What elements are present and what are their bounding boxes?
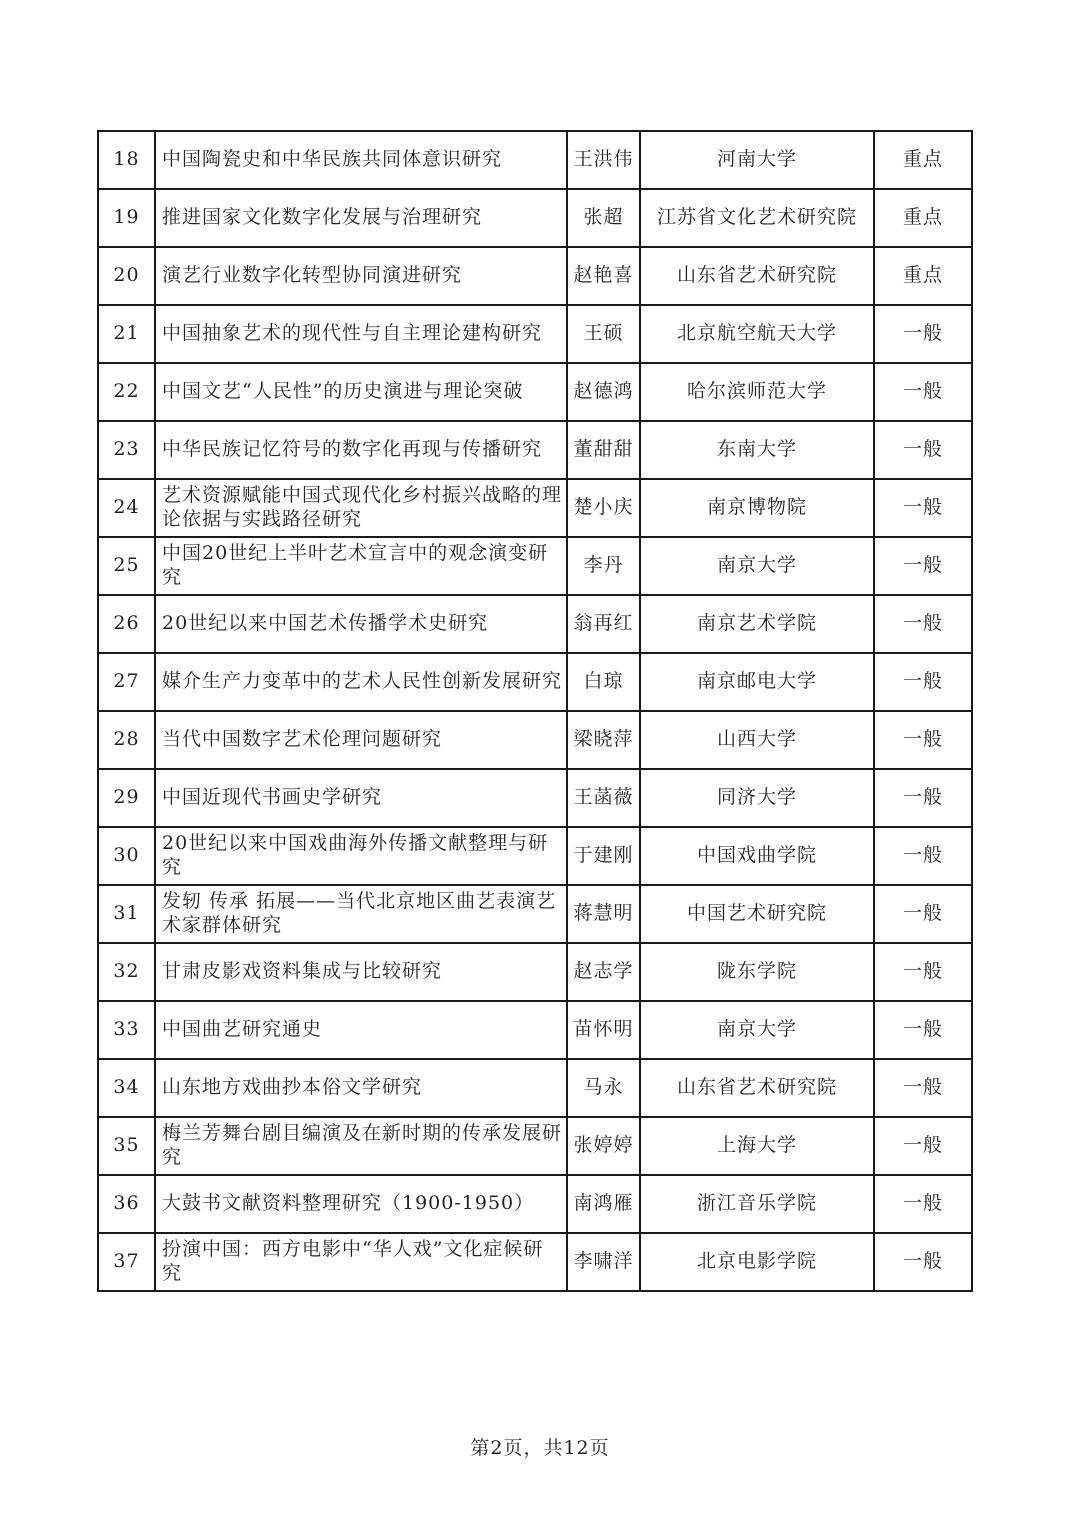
institution-cell: 南京邮电大学 (640, 653, 874, 711)
project-type-cell: 一般 (874, 943, 972, 1001)
principal-name-cell: 赵志学 (567, 943, 640, 1001)
project-title-cell: 20世纪以来中国艺术传播学术史研究 (155, 595, 567, 653)
project-type-cell: 一般 (874, 537, 972, 595)
institution-cell: 山东省艺术研究院 (640, 1059, 874, 1117)
project-type-cell: 一般 (874, 305, 972, 363)
principal-name-cell: 李丹 (567, 537, 640, 595)
project-title-cell: 扮演中国：西方电影中“华人戏”文化症候研究 (155, 1233, 567, 1291)
principal-name-cell: 南鸿雁 (567, 1175, 640, 1233)
project-type-cell: 一般 (874, 363, 972, 421)
row-number-cell: 33 (98, 1001, 155, 1059)
table-row (98, 479, 972, 537)
project-title-cell: 艺术资源赋能中国式现代化乡村振兴战略的理论依据与实践路径研究 (155, 479, 567, 537)
institution-cell: 南京大学 (640, 537, 874, 595)
institution-cell: 浙江音乐学院 (640, 1175, 874, 1233)
project-type-cell: 一般 (874, 421, 972, 479)
row-number-cell: 37 (98, 1233, 155, 1291)
project-type-cell: 一般 (874, 1175, 972, 1233)
table-row (98, 537, 972, 595)
principal-name-cell: 王洪伟 (567, 131, 640, 189)
table-row (98, 653, 972, 711)
table-row (98, 885, 972, 943)
institution-cell: 江苏省文化艺术研究院 (640, 189, 874, 247)
project-type-cell: 一般 (874, 653, 972, 711)
institution-cell: 南京博物院 (640, 479, 874, 537)
project-title-cell: 大鼓书文献资料整理研究（1900-1950） (155, 1175, 567, 1233)
project-type-cell: 一般 (874, 1059, 972, 1117)
principal-name-cell: 蒋慧明 (567, 885, 640, 943)
project-type-cell: 一般 (874, 1233, 972, 1291)
table-row (98, 1001, 972, 1059)
project-type-cell: 一般 (874, 595, 972, 653)
row-number-cell: 22 (98, 363, 155, 421)
row-number-cell: 34 (98, 1059, 155, 1117)
row-number-cell: 19 (98, 189, 155, 247)
table-row (98, 595, 972, 653)
institution-cell: 同济大学 (640, 769, 874, 827)
institution-cell: 山东省艺术研究院 (640, 247, 874, 305)
principal-name-cell: 赵艳喜 (567, 247, 640, 305)
principal-name-cell: 王硕 (567, 305, 640, 363)
project-type-cell: 一般 (874, 1117, 972, 1175)
table-row (98, 247, 972, 305)
principal-name-cell: 梁晓萍 (567, 711, 640, 769)
principal-name-cell: 张超 (567, 189, 640, 247)
institution-cell: 北京电影学院 (640, 1233, 874, 1291)
institution-cell: 中国艺术研究院 (640, 885, 874, 943)
table-row (98, 943, 972, 1001)
row-number-cell: 29 (98, 769, 155, 827)
project-type-cell: 一般 (874, 827, 972, 885)
row-number-cell: 28 (98, 711, 155, 769)
table-row (98, 769, 972, 827)
table-row (98, 421, 972, 479)
table-row (98, 363, 972, 421)
project-type-cell: 重点 (874, 131, 972, 189)
row-number-cell: 27 (98, 653, 155, 711)
project-title-cell: 中国抽象艺术的现代性与自主理论建构研究 (155, 305, 567, 363)
row-number-cell: 32 (98, 943, 155, 1001)
project-title-cell: 中国曲艺研究通史 (155, 1001, 567, 1059)
project-type-cell: 一般 (874, 1001, 972, 1059)
principal-name-cell: 于建刚 (567, 827, 640, 885)
institution-cell: 北京航空航天大学 (640, 305, 874, 363)
project-type-cell: 一般 (874, 479, 972, 537)
project-title-cell: 甘肃皮影戏资料集成与比较研究 (155, 943, 567, 1001)
row-number-cell: 36 (98, 1175, 155, 1233)
row-number-cell: 35 (98, 1117, 155, 1175)
table-row (98, 1059, 972, 1117)
project-type-cell: 重点 (874, 247, 972, 305)
row-number-cell: 18 (98, 131, 155, 189)
project-title-cell: 媒介生产力变革中的艺术人民性创新发展研究 (155, 653, 567, 711)
institution-cell: 东南大学 (640, 421, 874, 479)
principal-name-cell: 翁再红 (567, 595, 640, 653)
project-type-cell: 一般 (874, 885, 972, 943)
principal-name-cell: 张婷婷 (567, 1117, 640, 1175)
project-title-cell: 发轫 传承 拓展——当代北京地区曲艺表演艺术家群体研究 (155, 885, 567, 943)
project-type-cell: 一般 (874, 769, 972, 827)
principal-name-cell: 王菡薇 (567, 769, 640, 827)
row-number-cell: 21 (98, 305, 155, 363)
institution-cell: 中国戏曲学院 (640, 827, 874, 885)
project-title-cell: 中国文艺“人民性”的历史演进与理论突破 (155, 363, 567, 421)
page-footer: 第2页，共12页 (470, 1437, 610, 1459)
project-title-cell: 中国陶瓷史和中华民族共同体意识研究 (155, 131, 567, 189)
project-table-body (98, 131, 972, 1291)
project-title-cell: 中国20世纪上半叶艺术宣言中的观念演变研究 (155, 537, 567, 595)
project-title-cell: 20世纪以来中国戏曲海外传播文献整理与研究 (155, 827, 567, 885)
table-row (98, 827, 972, 885)
institution-cell: 陇东学院 (640, 943, 874, 1001)
principal-name-cell: 马永 (567, 1059, 640, 1117)
row-number-cell: 20 (98, 247, 155, 305)
row-number-cell: 30 (98, 827, 155, 885)
institution-cell: 上海大学 (640, 1117, 874, 1175)
principal-name-cell: 赵德鸿 (567, 363, 640, 421)
project-title-cell: 梅兰芳舞台剧目编演及在新时期的传承发展研究 (155, 1117, 567, 1175)
row-number-cell: 24 (98, 479, 155, 537)
principal-name-cell: 苗怀明 (567, 1001, 640, 1059)
institution-cell: 哈尔滨师范大学 (640, 363, 874, 421)
row-number-cell: 23 (98, 421, 155, 479)
table-row (98, 1175, 972, 1233)
row-number-cell: 31 (98, 885, 155, 943)
project-title-cell: 中国近现代书画史学研究 (155, 769, 567, 827)
table-row (98, 711, 972, 769)
project-title-cell: 当代中国数字艺术伦理问题研究 (155, 711, 567, 769)
table-row (98, 1117, 972, 1175)
project-type-cell: 一般 (874, 711, 972, 769)
project-title-cell: 推进国家文化数字化发展与治理研究 (155, 189, 567, 247)
row-number-cell: 26 (98, 595, 155, 653)
institution-cell: 南京艺术学院 (640, 595, 874, 653)
row-number-cell: 25 (98, 537, 155, 595)
project-title-cell: 中华民族记忆符号的数字化再现与传播研究 (155, 421, 567, 479)
project-title-cell: 演艺行业数字化转型协同演进研究 (155, 247, 567, 305)
principal-name-cell: 李啸洋 (567, 1233, 640, 1291)
institution-cell: 河南大学 (640, 131, 874, 189)
project-table (97, 130, 973, 1292)
table-row (98, 189, 972, 247)
principal-name-cell: 楚小庆 (567, 479, 640, 537)
institution-cell: 南京大学 (640, 1001, 874, 1059)
table-row (98, 1233, 972, 1291)
table-row (98, 131, 972, 189)
project-title-cell: 山东地方戏曲抄本俗文学研究 (155, 1059, 567, 1117)
project-type-cell: 重点 (874, 189, 972, 247)
principal-name-cell: 白琼 (567, 653, 640, 711)
institution-cell: 山西大学 (640, 711, 874, 769)
principal-name-cell: 董甜甜 (567, 421, 640, 479)
table-row (98, 305, 972, 363)
